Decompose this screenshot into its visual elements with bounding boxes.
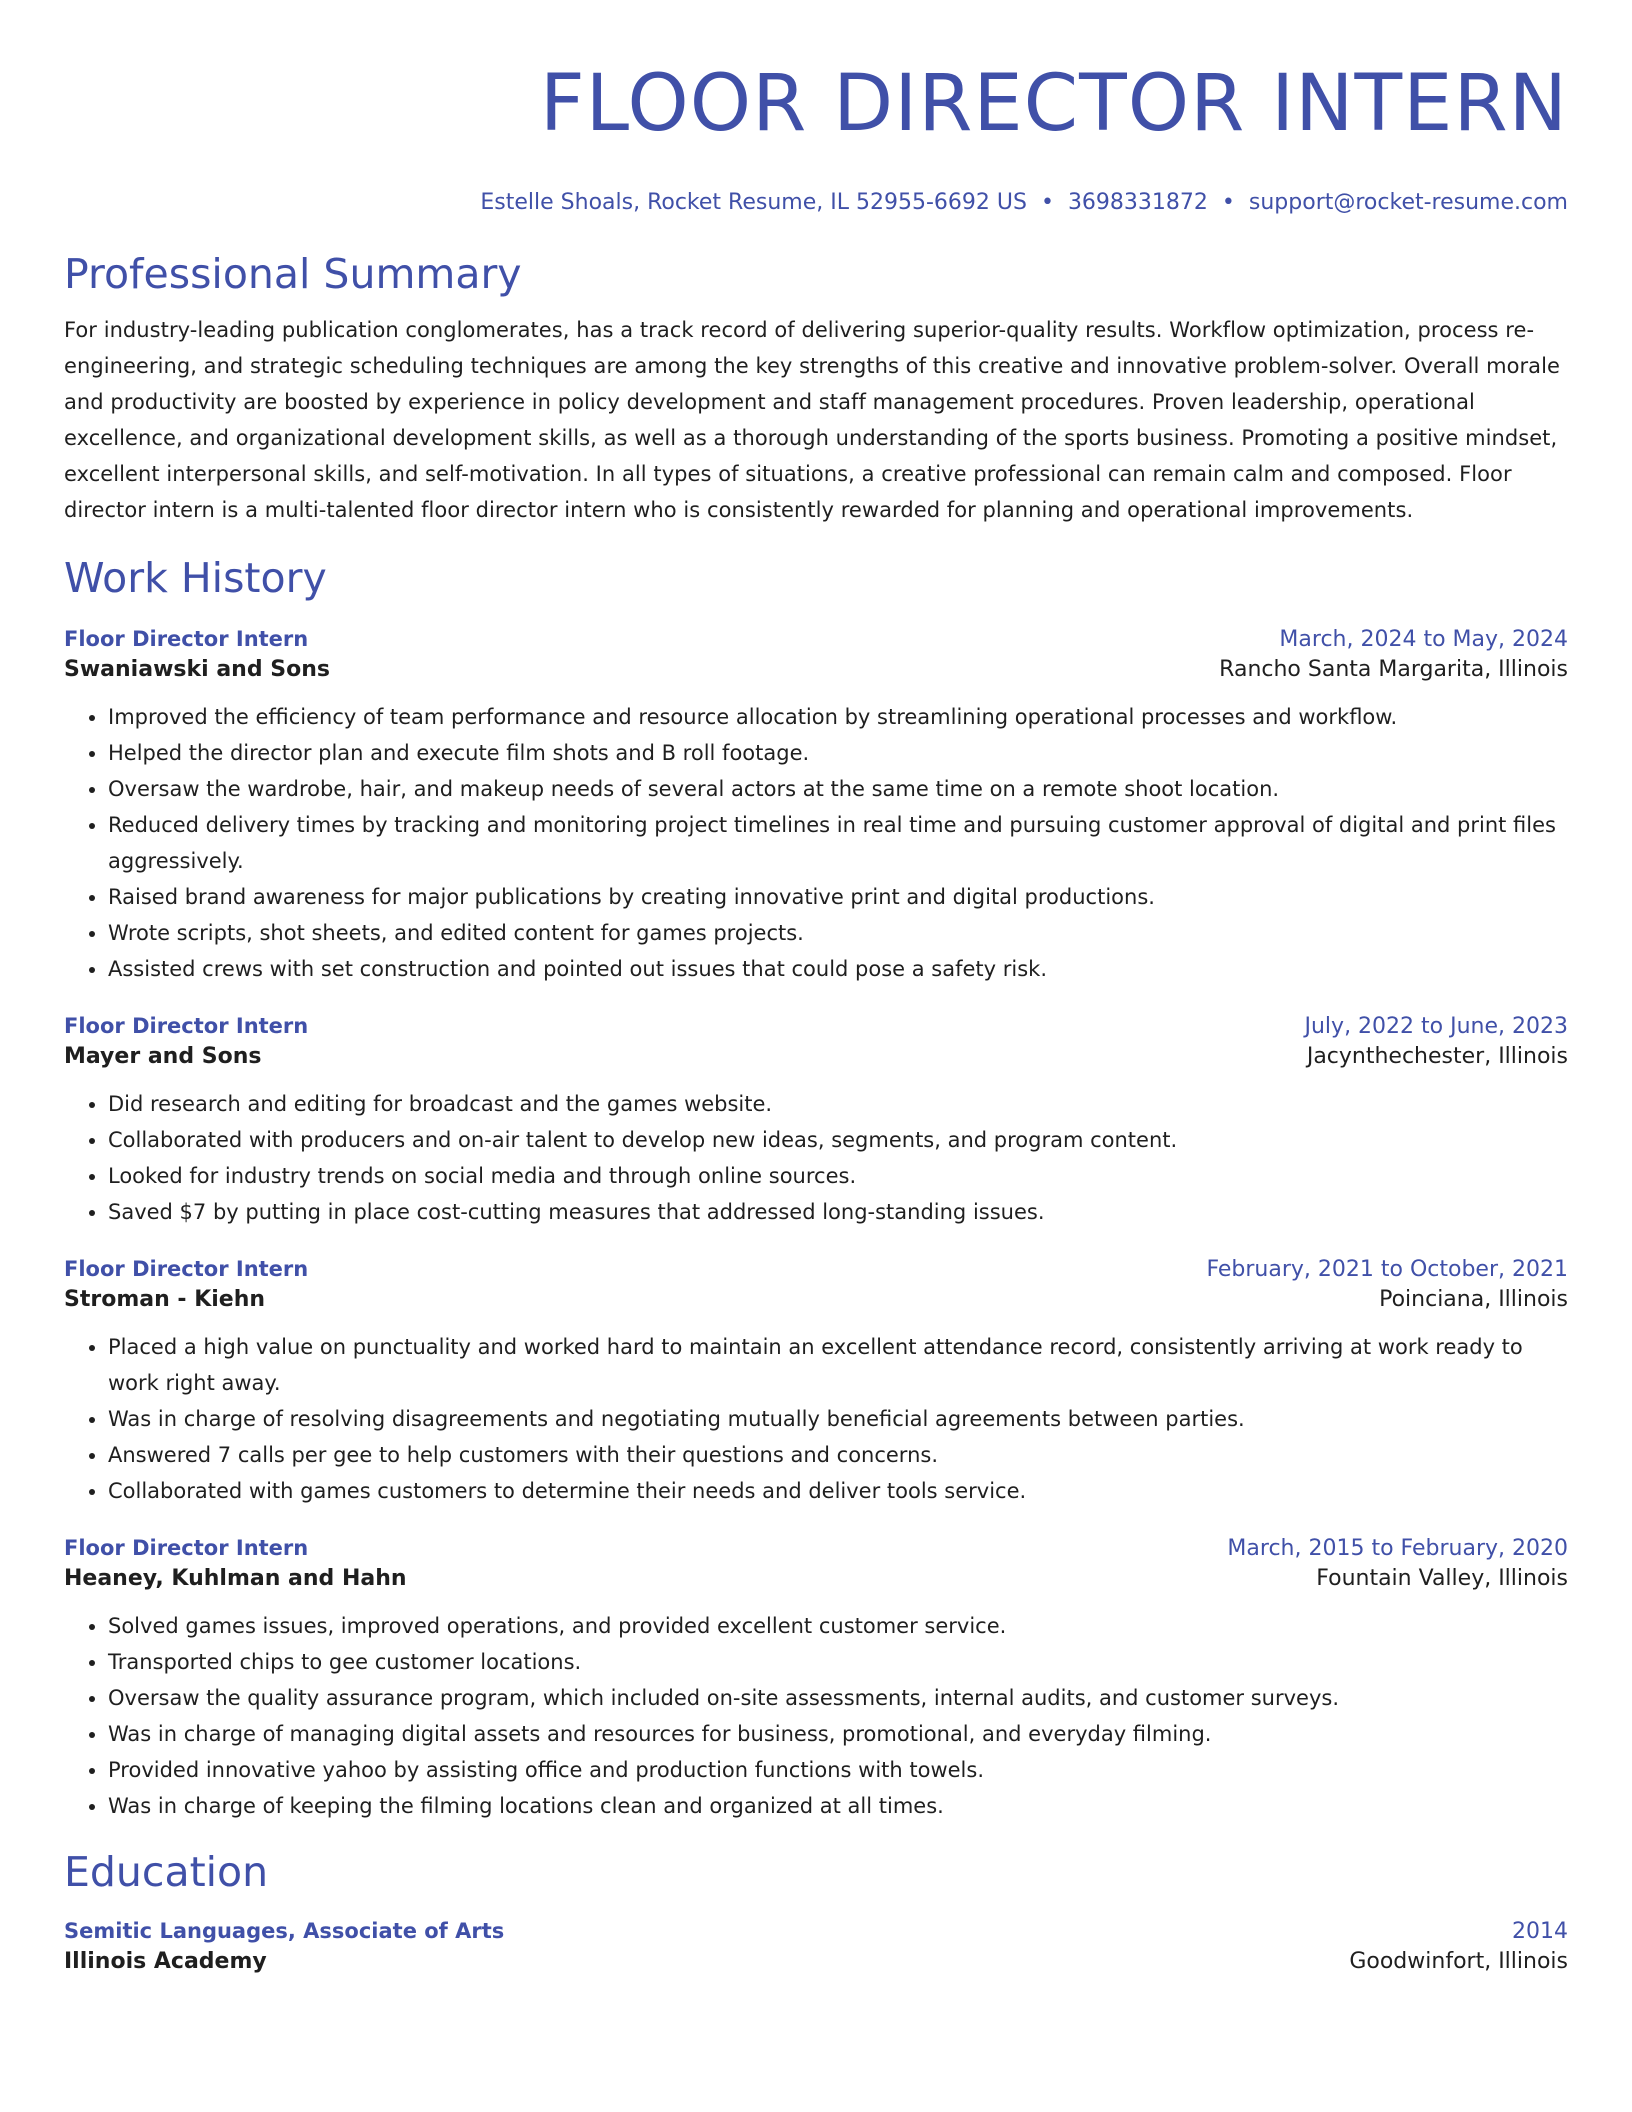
- job-entry: [64, 1533, 1568, 1824]
- job-location: Rancho Santa Margarita, Illinois: [1219, 657, 1568, 682]
- job-location: Fountain Valley, Illinois: [1316, 1566, 1568, 1591]
- education-year: 2014: [1512, 1919, 1568, 1944]
- job-bullet: • Was in charge of resolving disagreements and negotiating mutually beneficial agreements between parties.: [108, 1401, 1568, 1437]
- job-bullet: • Collaborated with producers and on-air talent to develop new ideas, segments, and program content.: [108, 1122, 1568, 1158]
- job-entry: [64, 1011, 1568, 1230]
- job-bullet: • Was in charge of managing digital assets and resources for business, promotional, and everyday filming.: [108, 1716, 1568, 1752]
- education-school: Illinois Academy: [64, 1949, 267, 1974]
- education-location: Goodwinfort, Illinois: [1349, 1949, 1568, 1974]
- job-bullet: • Looked for industry trends on social media and through online sources.: [108, 1158, 1568, 1194]
- work-history-heading: Work History: [64, 554, 327, 602]
- job-bullet: • Oversaw the wardrobe, hair, and makeup needs of several actors at the same time on a remote shoot location.: [108, 771, 1568, 807]
- contact-separator: •: [1040, 190, 1054, 215]
- contact-line: [64, 188, 1568, 218]
- contact-separator: •: [1221, 190, 1235, 215]
- job-title: Floor Director Intern: [64, 1014, 309, 1038]
- job-bullet: • Oversaw the quality assurance program, which included on-site assessments, internal audits, and customer surveys.: [108, 1680, 1568, 1716]
- job-bullet: • Answered 7 calls per gee to help customers with their questions and concerns.: [108, 1437, 1568, 1473]
- job-bullets: [64, 1086, 1568, 1230]
- job-dates: March, 2015 to February, 2020: [1227, 1536, 1568, 1561]
- job-bullet: • Saved $7 by putting in place cost-cutting measures that addressed long-standing issues.: [108, 1194, 1568, 1230]
- summary-heading: Professional Summary: [64, 250, 522, 298]
- job-bullet: • Helped the director plan and execute film shots and B roll footage.: [108, 735, 1568, 771]
- job-bullet: • Collaborated with games customers to determine their needs and deliver tools service.: [108, 1473, 1568, 1509]
- job-title: Floor Director Intern: [64, 627, 309, 651]
- job-bullets: [64, 1329, 1568, 1509]
- job-entry: [64, 1254, 1568, 1509]
- education-heading: Education: [64, 1848, 269, 1896]
- contact-address: Estelle Shoals, Rocket Resume, IL 52955-6692 US: [480, 190, 1027, 215]
- job-bullet: • Provided innovative yahoo by assisting office and production functions with towels.: [108, 1752, 1568, 1788]
- contact-email: support@rocket-resume.com: [1248, 190, 1568, 215]
- job-location: Jacynthechester, Illinois: [1306, 1044, 1568, 1069]
- job-bullet: • Assisted crews with set construction and pointed out issues that could pose a safety risk.: [108, 951, 1568, 987]
- job-bullet: • Raised brand awareness for major publications by creating innovative print and digital productions.: [108, 879, 1568, 915]
- resume-title: FLOOR DIRECTOR INTERN: [539, 59, 1568, 149]
- job-bullet: • Improved the efficiency of team performance and resource allocation by streamlining operational processes and workflow.: [108, 699, 1568, 735]
- education-entry: [64, 1916, 1568, 1977]
- job-dates: March, 2024 to May, 2024: [1279, 627, 1568, 652]
- job-bullet: • Solved games issues, improved operations, and provided excellent customer service.: [108, 1608, 1568, 1644]
- job-company: Heaney, Kuhlman and Hahn: [64, 1566, 407, 1591]
- education-degree: Semitic Languages, Associate of Arts: [64, 1919, 505, 1943]
- contact-phone: 3698331872: [1067, 190, 1208, 215]
- job-bullet: • Placed a high value on punctuality and worked hard to maintain an excellent attendance record, consistently arriving at work ready to work right away.: [108, 1329, 1568, 1401]
- job-title: Floor Director Intern: [64, 1536, 309, 1560]
- job-bullet: • Was in charge of keeping the filming locations clean and organized at all times.: [108, 1788, 1568, 1824]
- job-entry: [64, 624, 1568, 987]
- job-company: Stroman - Kiehn: [64, 1287, 266, 1312]
- job-bullet: • Did research and editing for broadcast and the games website.: [108, 1086, 1568, 1122]
- job-dates: February, 2021 to October, 2021: [1206, 1257, 1568, 1282]
- job-company: Mayer and Sons: [64, 1044, 262, 1069]
- job-bullets: [64, 1608, 1568, 1824]
- job-title: Floor Director Intern: [64, 1257, 309, 1281]
- job-bullet: • Reduced delivery times by tracking and monitoring project timelines in real time and pursuing customer approval of digital and print files aggressively.: [108, 807, 1568, 879]
- job-bullet: • Wrote scripts, shot sheets, and edited content for games projects.: [108, 915, 1568, 951]
- job-company: Swaniawski and Sons: [64, 657, 330, 682]
- job-bullets: [64, 699, 1568, 987]
- summary-text: For industry-leading publication conglomerates, has a track record of delivering superior-quality results. Workflow optimization, process re-engineering, and strategic scheduling techniques are among the key strengths of this creative and innovative problem-solver. Overall morale and productivity are boosted by experience in policy development and staff management procedures. Proven leadership, operational excellence, and organizational development skills, as well as a thorough understanding of the sports business. Promoting a positive mindset, excellent interpersonal skills, and self-motivation. In all types of situations, a creative professional can remain calm and composed. Floor director intern is a multi-talented floor director intern who is consistently rewarded for planning and operational improvements.: [64, 318, 1560, 522]
- job-bullet: • Transported chips to gee customer locations.: [108, 1644, 1568, 1680]
- job-location: Poinciana, Illinois: [1379, 1287, 1568, 1312]
- job-dates: July, 2022 to June, 2023: [1304, 1014, 1568, 1039]
